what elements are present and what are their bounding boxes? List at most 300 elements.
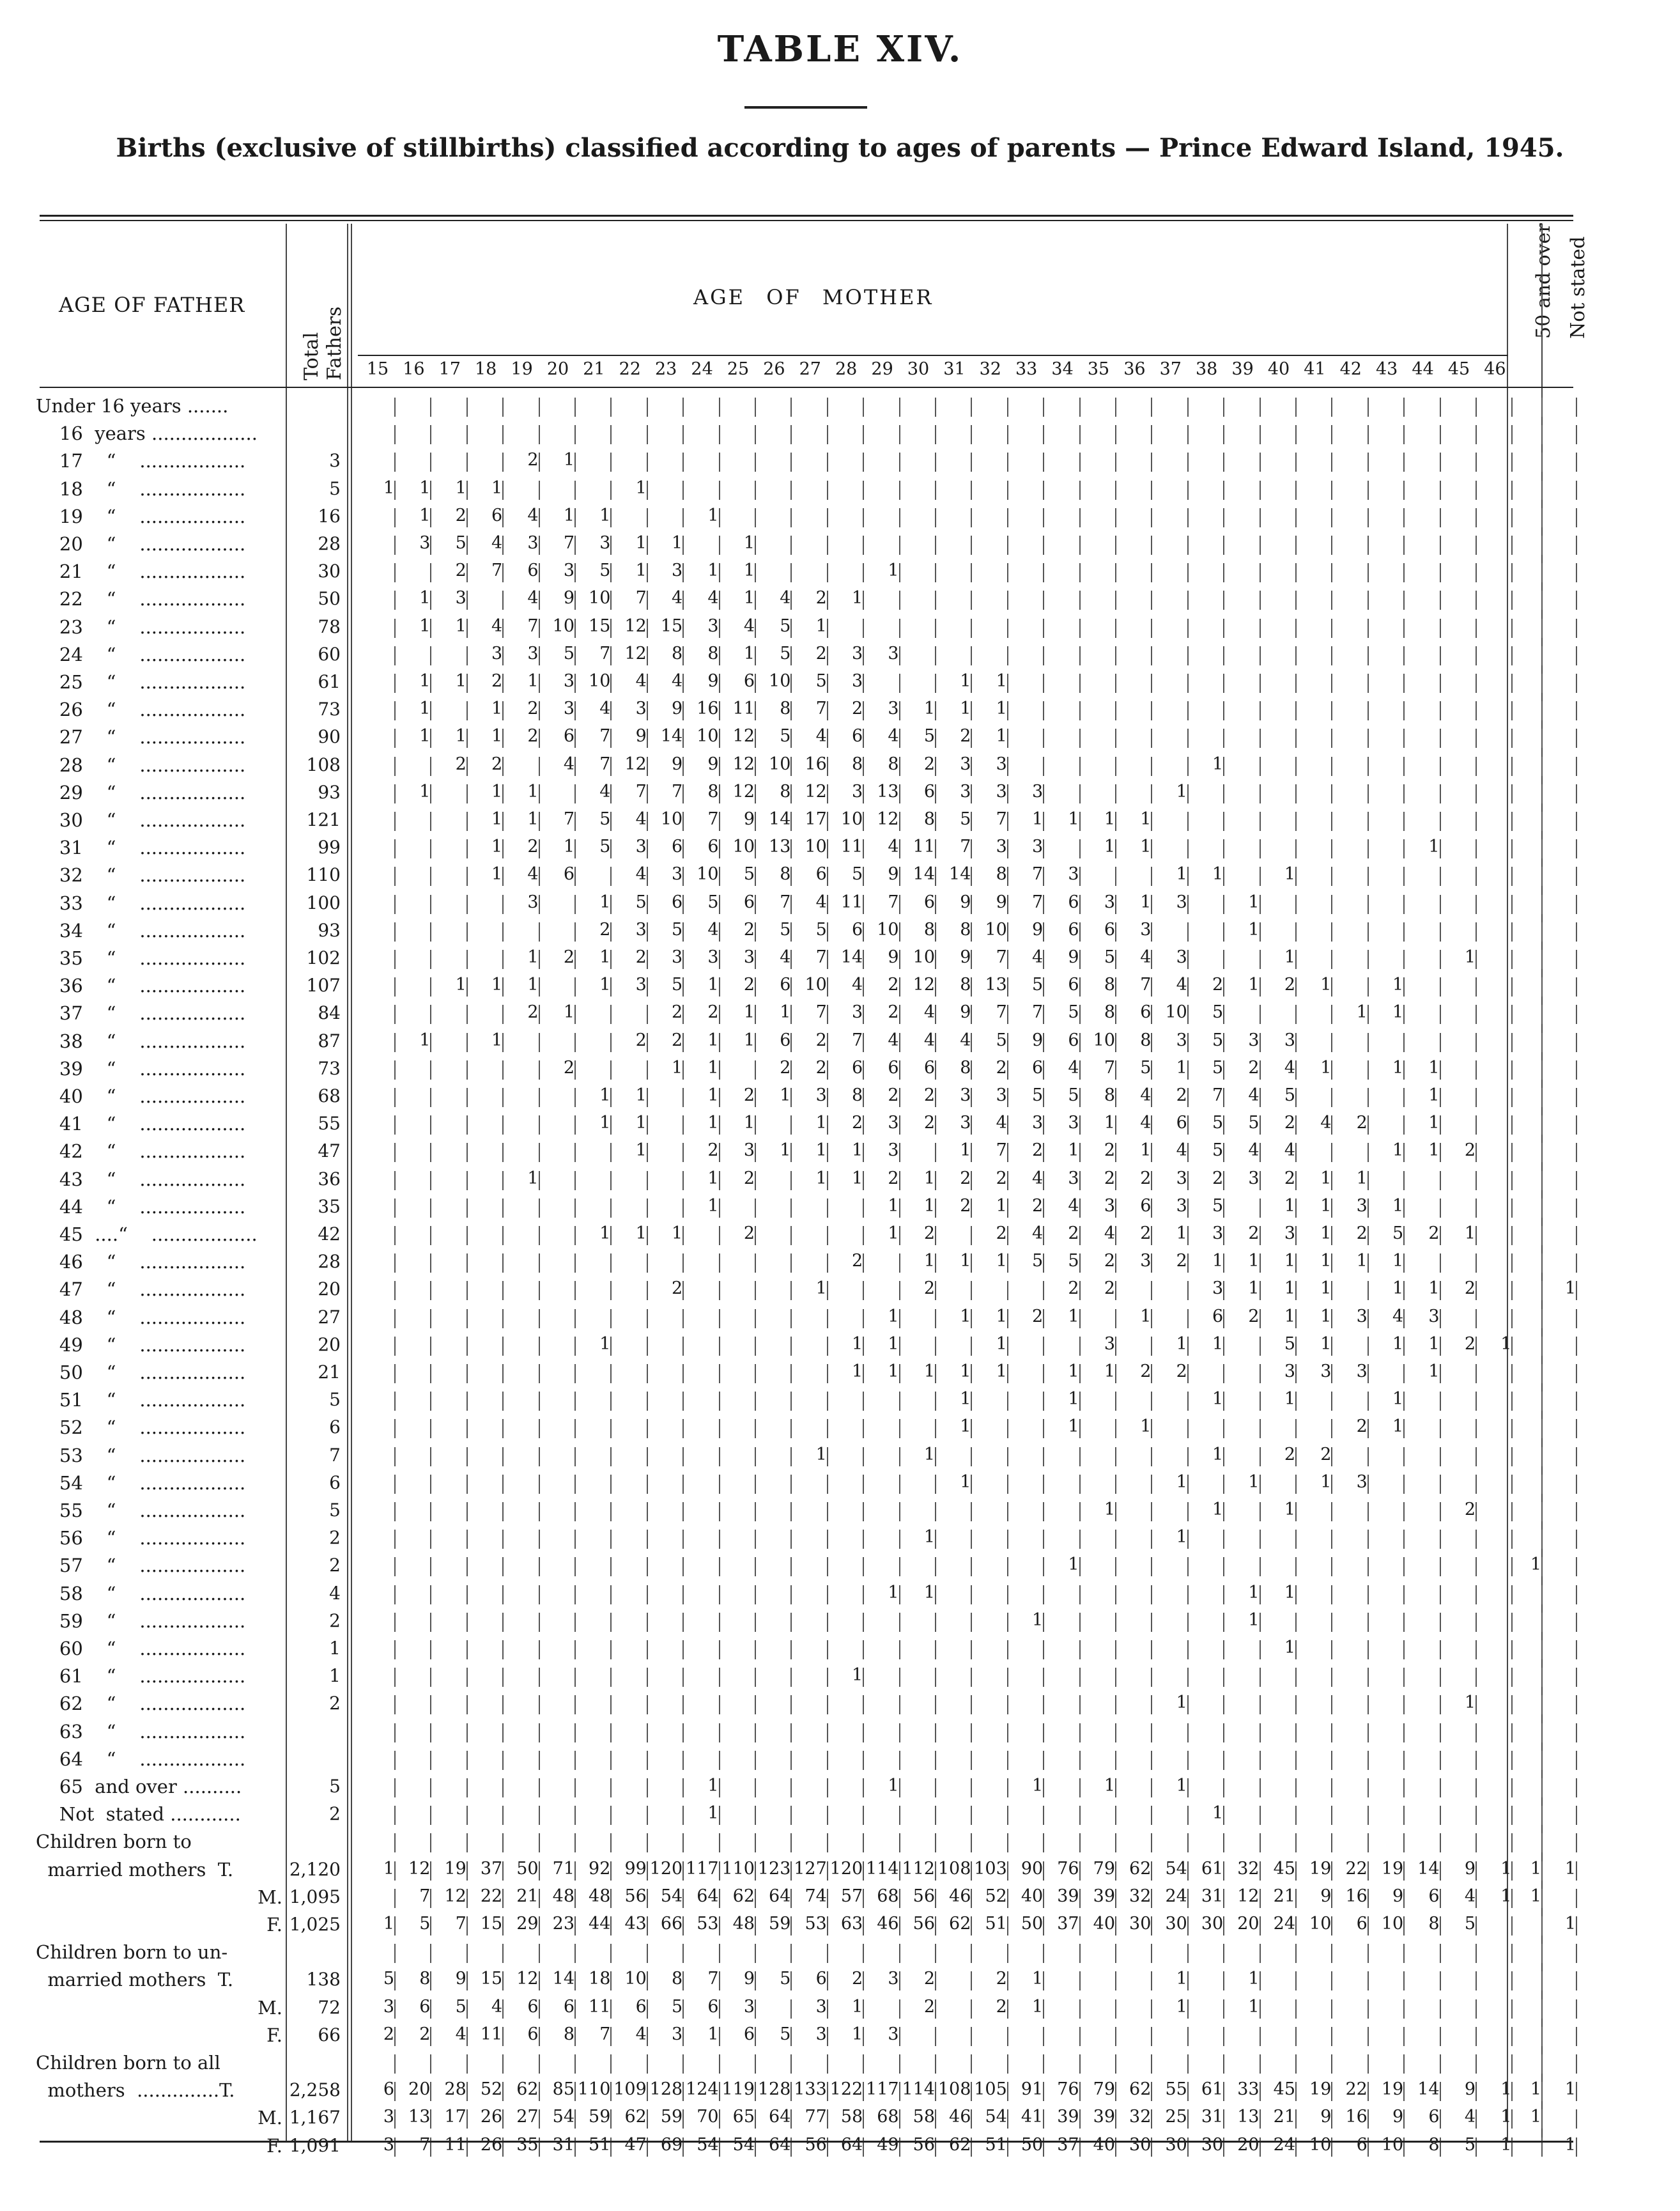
count-cell: 2 <box>1104 1168 1115 1188</box>
cell-separator <box>574 1889 576 1908</box>
cell-separator <box>1187 1392 1189 1411</box>
count-cell: 64 <box>697 1886 719 1906</box>
cell-separator <box>863 1723 864 1742</box>
cell-separator <box>863 1778 864 1797</box>
cell-separator <box>1511 1115 1513 1135</box>
cell-separator <box>719 2109 720 2129</box>
cell-separator <box>1260 1475 1261 1494</box>
count-cell: 3 <box>743 1140 755 1161</box>
cell-separator <box>827 1033 828 1052</box>
cell-separator <box>1223 1695 1224 1714</box>
cell-separator <box>394 1613 396 1632</box>
count-cell: 4 <box>599 781 611 802</box>
cell-separator <box>394 812 396 831</box>
cell-separator <box>899 453 900 472</box>
count-cell: 5 <box>1392 1223 1404 1243</box>
cell-separator <box>647 591 648 610</box>
father-age-label: 17 “ .................. <box>36 450 246 472</box>
count-cell: 9 <box>1392 1886 1404 1906</box>
count-cell: 1 <box>1248 1251 1260 1271</box>
cell-separator <box>827 1005 828 1024</box>
cell-separator <box>682 1447 684 1466</box>
count-cell: 3 <box>491 643 503 663</box>
cell-separator <box>827 950 828 969</box>
cell-separator <box>1331 1253 1332 1273</box>
cell-separator <box>1151 1143 1152 1162</box>
cell-separator <box>430 536 431 555</box>
cell-separator <box>430 2109 431 2129</box>
cell-separator <box>539 1088 540 1107</box>
cell-separator <box>1403 729 1405 748</box>
count-cell: 13 <box>408 2107 431 2127</box>
cell-separator <box>647 453 648 472</box>
count-cell: 65 <box>732 2107 755 2127</box>
cell-separator <box>790 839 792 858</box>
cell-separator <box>1476 1253 1477 1273</box>
count-cell: 1 <box>1248 1582 1260 1602</box>
count-cell: 2 <box>996 1223 1007 1243</box>
cell-separator <box>682 1060 684 1080</box>
cell-separator <box>719 1060 720 1080</box>
cell-separator <box>1295 1364 1297 1383</box>
cell-separator <box>1576 1337 1577 1356</box>
count-cell: 77 <box>805 2107 827 2127</box>
count-cell: 1 <box>960 1471 971 1492</box>
cell-separator <box>574 1253 576 1273</box>
cell-separator <box>827 729 828 748</box>
cell-separator <box>1187 1971 1189 1990</box>
count-cell: 7 <box>707 1969 719 1989</box>
count-cell: 1 <box>960 671 971 691</box>
count-cell: 1 <box>1284 1306 1295 1326</box>
cell-separator <box>899 1115 900 1135</box>
cell-separator <box>610 425 612 444</box>
cell-separator <box>1511 812 1513 831</box>
cell-separator <box>394 1668 396 1687</box>
mother-age-header-40: 40 <box>1267 359 1290 379</box>
count-cell: 6 <box>1140 1195 1152 1216</box>
cell-separator <box>755 950 756 969</box>
cell-separator <box>790 1723 792 1742</box>
count-cell: 1 <box>1104 1776 1115 1796</box>
cell-separator <box>1260 1337 1261 1356</box>
cell-separator <box>502 1695 504 1714</box>
count-cell: 62 <box>732 1886 755 1906</box>
cell-separator <box>1476 1281 1477 1300</box>
count-cell: 1 <box>563 505 574 525</box>
count-cell: 3 <box>599 533 611 553</box>
cell-separator <box>1187 646 1189 665</box>
cell-separator <box>1541 1309 1543 1328</box>
cell-separator <box>1007 1861 1008 1881</box>
cell-separator <box>1403 1806 1405 1825</box>
header-bottom-rule <box>40 387 1573 388</box>
count-cell: 6 <box>527 1996 539 2017</box>
cell-separator <box>430 1861 431 1881</box>
count-cell: 3 <box>888 699 899 719</box>
cell-separator <box>539 1557 540 1576</box>
cell-separator <box>1403 508 1405 527</box>
cell-separator <box>574 839 576 858</box>
cell-separator <box>971 1005 972 1024</box>
count-cell: 5 <box>672 919 683 940</box>
cell-separator <box>574 536 576 555</box>
cell-separator <box>1079 1861 1081 1881</box>
cell-separator <box>502 1005 504 1024</box>
cell-separator <box>610 784 612 803</box>
cell-separator <box>790 867 792 886</box>
total-fathers-cell: 47 <box>318 1140 341 1162</box>
cell-separator <box>790 1916 792 1936</box>
count-cell: 7 <box>960 837 971 857</box>
cell-separator <box>1331 453 1332 472</box>
cell-separator <box>1115 1723 1116 1742</box>
cell-separator <box>1576 1806 1577 1825</box>
cell-separator <box>899 784 900 803</box>
count-cell: 62 <box>1129 2079 1152 2100</box>
cell-separator <box>1295 398 1297 417</box>
cell-separator <box>790 1502 792 1521</box>
count-cell: 1 <box>1032 809 1044 829</box>
count-cell: 8 <box>780 699 791 719</box>
cell-separator <box>1576 839 1577 858</box>
count-cell: 3 <box>888 643 899 663</box>
cell-separator <box>1331 1337 1332 1356</box>
count-cell: 2 <box>635 947 647 967</box>
cell-separator <box>1476 1999 1477 2019</box>
cell-separator <box>1541 701 1543 720</box>
cell-separator <box>1043 508 1044 527</box>
count-cell: 5 <box>635 892 647 912</box>
count-cell: 12 <box>624 643 647 663</box>
count-cell: 2 <box>1176 1085 1187 1105</box>
cell-separator <box>502 1999 504 2019</box>
cell-separator <box>466 1751 468 1770</box>
count-cell: 32 <box>1129 2107 1152 2127</box>
cell-separator <box>1260 1640 1261 1659</box>
cell-separator <box>1403 1143 1405 1162</box>
count-cell: 2 <box>888 1085 899 1105</box>
cell-separator <box>1151 1253 1152 1273</box>
count-cell: 4 <box>635 671 647 691</box>
cell-separator <box>1541 1253 1543 1273</box>
cell-separator <box>647 2027 648 2046</box>
cell-separator <box>1295 1060 1297 1080</box>
count-cell: 4 <box>707 919 719 940</box>
cell-separator <box>1043 1005 1044 1024</box>
cell-separator <box>1079 1226 1081 1245</box>
count-cell: 5 <box>780 643 791 663</box>
cell-separator <box>1043 1060 1044 1080</box>
cell-separator <box>647 950 648 969</box>
cell-separator <box>1368 1143 1369 1162</box>
cell-separator <box>1151 1723 1152 1742</box>
count-cell: 30 <box>1165 1914 1187 1934</box>
cell-separator <box>1260 950 1261 969</box>
cell-separator <box>430 1226 431 1245</box>
cell-separator <box>719 1861 720 1881</box>
cell-separator <box>1511 1502 1513 1521</box>
cell-separator <box>430 1199 431 1218</box>
cell-separator <box>610 536 612 555</box>
cell-separator <box>610 1475 612 1494</box>
cell-separator <box>1043 1309 1044 1328</box>
cell-separator <box>610 950 612 969</box>
cell-separator <box>466 536 468 555</box>
count-cell: 2 <box>743 1223 755 1243</box>
cell-separator <box>1115 453 1116 472</box>
cell-separator <box>1368 1640 1369 1659</box>
count-cell: 12 <box>624 754 647 774</box>
father-age-label: 59 “ .................. <box>36 1610 246 1632</box>
cell-separator <box>647 1419 648 1438</box>
count-cell: 1 <box>996 1362 1007 1381</box>
mother-age-header-34: 34 <box>1051 359 1074 379</box>
cell-separator <box>430 1447 431 1466</box>
cell-separator <box>610 2054 612 2074</box>
cell-separator <box>1043 1640 1044 1659</box>
count-cell: 1 <box>1068 1362 1079 1381</box>
count-cell: 1 <box>1248 975 1260 995</box>
cell-separator <box>1187 1695 1189 1714</box>
count-cell: 5 <box>815 671 827 691</box>
cell-separator <box>719 1530 720 1549</box>
count-cell: 2 <box>996 1057 1007 1078</box>
cell-separator <box>719 1806 720 1825</box>
cell-separator <box>790 1695 792 1714</box>
father-age-label: 31 “ .................. <box>36 837 246 859</box>
count-cell: 1 <box>1564 1278 1576 1299</box>
count-cell: 2 <box>1284 1113 1295 1133</box>
cell-separator <box>755 1778 756 1797</box>
count-cell: 1 <box>1428 1057 1440 1078</box>
cell-separator <box>430 2027 431 2046</box>
total-fathers-cell: 1,167 <box>289 2107 341 2129</box>
cell-separator <box>971 674 972 693</box>
cell-separator <box>1541 1530 1543 1549</box>
count-cell: 127 <box>794 1858 827 1879</box>
cell-separator <box>1187 1281 1189 1300</box>
count-cell: 8 <box>707 781 719 802</box>
cell-separator <box>1043 1778 1044 1797</box>
count-cell: 6 <box>563 864 574 885</box>
count-cell: 21 <box>516 1886 539 1906</box>
total-fathers-cell: 50 <box>318 588 341 610</box>
cell-separator <box>971 1171 972 1190</box>
cell-separator <box>574 1751 576 1770</box>
cell-separator <box>539 1944 540 1963</box>
cell-separator <box>1260 1751 1261 1770</box>
mother-age-header-36: 36 <box>1123 359 1146 379</box>
cell-separator <box>1151 1585 1152 1604</box>
cell-separator <box>1403 1585 1405 1604</box>
count-cell: 3 <box>743 1996 755 2017</box>
cell-separator <box>539 2109 540 2129</box>
cell-separator <box>1079 784 1081 803</box>
cell-separator <box>574 1281 576 1300</box>
count-cell: 2 <box>1212 1168 1224 1188</box>
cell-separator <box>899 398 900 417</box>
cell-separator <box>647 674 648 693</box>
count-cell: 54 <box>697 2134 719 2155</box>
count-cell: 120 <box>649 1858 683 1879</box>
count-cell: 1 <box>1320 1306 1332 1326</box>
cell-separator <box>827 508 828 527</box>
cell-separator <box>1440 1613 1441 1632</box>
count-cell: 3 <box>455 588 466 609</box>
count-cell: 2 <box>1428 1223 1440 1243</box>
cell-separator <box>1295 895 1297 914</box>
cell-separator <box>1151 950 1152 969</box>
cell-separator <box>1541 481 1543 500</box>
cell-separator <box>647 1005 648 1024</box>
count-cell: 51 <box>985 2134 1007 2155</box>
cell-separator <box>755 701 756 720</box>
cell-separator <box>682 1889 684 1908</box>
cell-separator <box>610 481 612 500</box>
count-cell: 3 <box>1176 1030 1187 1050</box>
count-cell: 1 <box>852 1362 863 1381</box>
cell-separator <box>1007 425 1008 444</box>
cell-separator <box>539 839 540 858</box>
cell-separator <box>1576 1944 1577 1963</box>
cell-separator <box>502 1364 504 1383</box>
cell-separator <box>719 1944 720 1963</box>
cell-separator <box>1403 646 1405 665</box>
cell-separator <box>1440 977 1441 997</box>
count-cell: 6 <box>419 1996 431 2017</box>
count-cell: 1 <box>743 1002 755 1023</box>
cell-separator <box>971 481 972 500</box>
cell-separator <box>1007 2109 1008 2129</box>
cell-separator <box>755 1419 756 1438</box>
cell-separator <box>755 2109 756 2129</box>
count-cell: 3 <box>1140 1251 1152 1271</box>
count-cell: 2 <box>527 699 539 719</box>
count-cell: 10 <box>769 671 791 691</box>
count-cell: 7 <box>563 809 574 829</box>
cell-separator <box>430 1005 431 1024</box>
count-cell: 1 <box>527 809 539 829</box>
total-fathers-cell: 2 <box>329 1610 341 1631</box>
count-cell: 9 <box>743 809 755 829</box>
cell-separator <box>502 1585 504 1604</box>
count-cell: 5 <box>1212 1002 1224 1023</box>
cell-separator <box>682 1585 684 1604</box>
cell-separator <box>682 1833 684 1852</box>
cell-separator <box>1331 895 1332 914</box>
count-cell: 99 <box>624 1858 647 1879</box>
cell-separator <box>394 1916 396 1936</box>
count-cell: 13 <box>769 837 791 857</box>
cell-separator <box>610 867 612 886</box>
cell-separator <box>647 536 648 555</box>
cell-separator <box>502 1475 504 1494</box>
cell-separator <box>935 1557 936 1576</box>
cell-separator <box>1368 1999 1369 2019</box>
father-age-label: 60 “ .................. <box>36 1638 246 1659</box>
cell-separator <box>430 977 431 997</box>
cell-separator <box>1541 1999 1543 2019</box>
count-cell: 1 <box>1392 1416 1404 1437</box>
count-cell: 1 <box>1104 1113 1115 1133</box>
count-cell: 26 <box>480 2134 503 2155</box>
cell-separator <box>574 1833 576 1852</box>
cell-separator <box>935 784 936 803</box>
cell-separator <box>1511 922 1513 942</box>
cell-separator <box>502 2027 504 2046</box>
cell-separator <box>899 1640 900 1659</box>
cell-separator <box>430 1392 431 1411</box>
cell-separator <box>1079 1364 1081 1383</box>
cell-separator <box>682 867 684 886</box>
count-cell: 47 <box>624 2134 647 2155</box>
count-cell: 5 <box>383 1969 394 1989</box>
cell-separator <box>971 1640 972 1659</box>
cell-separator <box>827 1778 828 1797</box>
cell-separator <box>1576 1088 1577 1107</box>
cell-separator <box>935 895 936 914</box>
cell-separator <box>827 1889 828 1908</box>
count-cell: 4 <box>815 892 827 912</box>
count-cell: 31 <box>552 2134 574 2155</box>
cell-separator <box>1440 1171 1441 1190</box>
cell-separator <box>1511 1143 1513 1162</box>
cell-separator <box>1079 1337 1081 1356</box>
count-cell: 12 <box>913 975 935 995</box>
count-cell: 24 <box>1165 1886 1187 1906</box>
cell-separator <box>394 1640 396 1659</box>
cell-separator <box>1223 1033 1224 1052</box>
cell-separator <box>502 2109 504 2129</box>
cell-separator <box>1576 2109 1577 2129</box>
cell-separator <box>1115 1171 1116 1190</box>
count-cell: 1 <box>780 1002 791 1023</box>
count-cell: 2 <box>1140 1223 1152 1243</box>
count-cell: 4 <box>888 1030 899 1050</box>
count-cell: 8 <box>1428 2134 1440 2155</box>
cell-separator <box>647 1502 648 1521</box>
cell-separator <box>1440 1695 1441 1714</box>
father-age-label: 48 “ .................. <box>36 1306 246 1328</box>
count-cell: 1 <box>455 477 466 498</box>
cell-separator <box>1079 591 1081 610</box>
cell-separator <box>1007 922 1008 942</box>
cell-separator <box>502 1281 504 1300</box>
count-cell: 1 <box>1392 1057 1404 1078</box>
cell-separator <box>1151 1309 1152 1328</box>
count-cell: 1 <box>960 1140 971 1161</box>
cell-separator <box>1576 2137 1577 2157</box>
cell-separator <box>1079 839 1081 858</box>
cell-separator <box>1223 453 1224 472</box>
cell-separator <box>1151 784 1152 803</box>
cell-separator <box>755 729 756 748</box>
cell-separator <box>935 1723 936 1742</box>
cell-separator <box>1043 729 1044 748</box>
cell-separator <box>1403 1171 1405 1190</box>
cell-separator <box>899 1447 900 1466</box>
cell-separator <box>466 2082 468 2101</box>
cell-separator <box>1115 1337 1116 1356</box>
count-cell: 1 <box>1320 1251 1332 1271</box>
cell-separator <box>682 701 684 720</box>
cell-separator <box>827 1723 828 1742</box>
cell-separator <box>647 1309 648 1328</box>
cell-separator <box>502 922 504 942</box>
count-cell: 10 <box>732 837 755 857</box>
cell-separator <box>755 1005 756 1024</box>
